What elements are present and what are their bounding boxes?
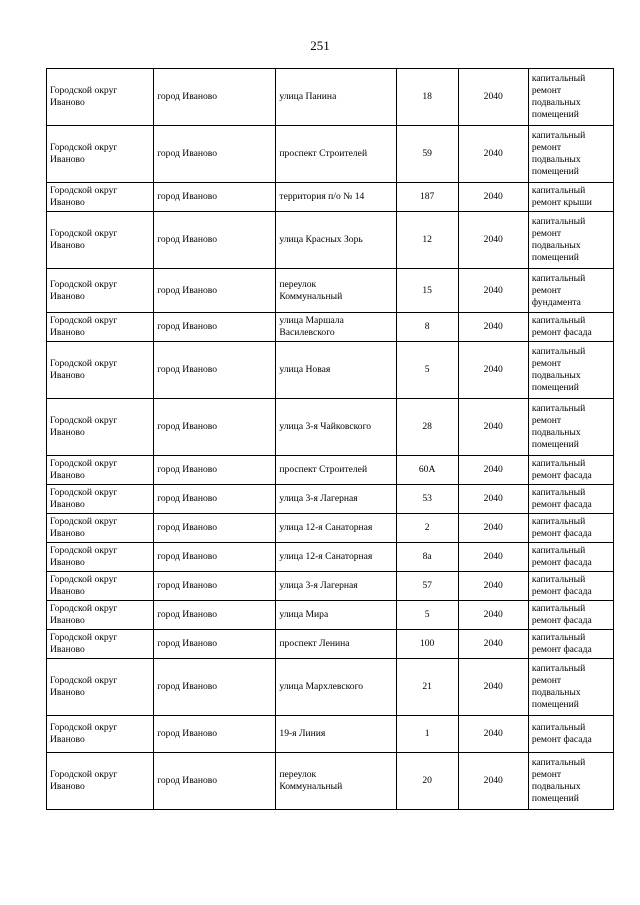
cell-year <box>458 716 528 753</box>
cell-year-text: 2040 <box>483 522 503 533</box>
cell-street-text: улица Маршала Василевского <box>279 315 344 338</box>
cell-year-text: 2040 <box>483 191 503 202</box>
cell-street-text: переулок Коммунальный <box>279 769 343 792</box>
cell-settlement-text: город Иваново <box>157 580 218 591</box>
cell-settlement <box>154 126 276 183</box>
cell-street <box>276 126 396 183</box>
cell-house-number-text: 60А <box>418 464 436 475</box>
cell-year-text: 2040 <box>483 364 503 375</box>
cell-street-text: улица Красных Зорь <box>279 234 363 245</box>
table-row <box>47 485 614 514</box>
cell-work-type <box>528 630 613 659</box>
cell-street-text: улица Панина <box>279 91 337 102</box>
cell-settlement-text: город Иваново <box>157 191 218 202</box>
cell-work-type-text: капитальный ремонт подвальных помещений <box>531 403 586 450</box>
cell-street-text: улица Новая <box>279 364 331 375</box>
cell-settlement-text: город Иваново <box>157 284 218 296</box>
cell-street-text: улица Мархлевского <box>279 681 364 692</box>
cell-street <box>276 183 396 212</box>
cell-house-number-text: 100 <box>419 638 435 649</box>
cell-house-number <box>396 212 458 269</box>
cell-house-number <box>396 514 458 543</box>
cell-street-text: 19-я Линия <box>279 728 326 739</box>
cell-settlement-text: город Иваново <box>157 728 218 739</box>
cell-house-number-text: 8 <box>424 321 430 332</box>
cell-settlement-text: город Иваново <box>157 775 218 786</box>
cell-street-text: улица 3-я Лагерная <box>279 580 358 591</box>
table-row <box>47 716 614 753</box>
cell-street <box>276 572 396 601</box>
cell-house-number <box>396 753 458 810</box>
cell-work-type <box>528 183 613 212</box>
cell-year-text: 2040 <box>483 728 503 739</box>
page-number: 251 <box>310 38 330 53</box>
cell-house-number-text: 18 <box>422 91 432 102</box>
cell-municipality-text: Городской округ Иваново <box>50 545 118 568</box>
cell-work-type-text: капитальный ремонт крыши <box>531 185 592 208</box>
cell-street-text: улица 12-я Санаторная <box>279 522 373 533</box>
cell-settlement <box>154 69 276 126</box>
cell-street <box>276 399 396 456</box>
cell-settlement-text: город Иваново <box>157 609 218 620</box>
cell-house-number-text: 187 <box>419 191 435 202</box>
cell-work-type <box>528 456 613 485</box>
cell-house-number <box>396 399 458 456</box>
cell-house-number <box>396 572 458 601</box>
cell-settlement <box>154 212 276 269</box>
cell-municipality <box>47 313 154 342</box>
cell-settlement <box>154 269 276 313</box>
cell-house-number-text: 59 <box>422 148 432 159</box>
table-row <box>47 212 614 269</box>
cell-municipality <box>47 753 154 810</box>
cell-year-text: 2040 <box>483 681 503 692</box>
cell-year <box>458 630 528 659</box>
cell-year <box>458 543 528 572</box>
cell-street <box>276 543 396 572</box>
cell-work-type-text: капитальный ремонт подвальных помещений <box>531 757 586 804</box>
cell-settlement <box>154 399 276 456</box>
cell-work-type <box>528 485 613 514</box>
cell-street <box>276 313 396 342</box>
cell-year <box>458 212 528 269</box>
cell-settlement-text: город Иваново <box>157 522 218 533</box>
cell-municipality <box>47 269 154 313</box>
cell-street <box>276 342 396 399</box>
cell-work-type <box>528 543 613 572</box>
cell-municipality <box>47 601 154 630</box>
cell-year-text: 2040 <box>483 775 503 786</box>
cell-municipality <box>47 716 154 753</box>
cell-settlement-text: город Иваново <box>157 364 218 375</box>
cell-year-text: 2040 <box>483 464 503 475</box>
cell-work-type <box>528 514 613 543</box>
cell-work-type <box>528 313 613 342</box>
cell-house-number-text: 8а <box>422 551 432 562</box>
cell-municipality-text: Городской округ Иваново <box>50 415 118 438</box>
table-row <box>47 313 614 342</box>
cell-year-text: 2040 <box>483 493 503 504</box>
cell-year-text: 2040 <box>483 234 503 245</box>
cell-house-number <box>396 659 458 716</box>
cell-house-number-text: 28 <box>422 421 432 432</box>
cell-year <box>458 69 528 126</box>
cell-house-number <box>396 456 458 485</box>
cell-settlement-text: город Иваново <box>157 148 218 159</box>
cell-year-text: 2040 <box>483 609 503 620</box>
table-row <box>47 456 614 485</box>
cell-municipality-text: Городской округ Иваново <box>50 358 118 381</box>
cell-settlement <box>154 456 276 485</box>
cell-settlement <box>154 716 276 753</box>
cell-year <box>458 342 528 399</box>
cell-work-type <box>528 212 613 269</box>
cell-house-number-text: 21 <box>422 681 432 692</box>
cell-house-number <box>396 313 458 342</box>
cell-work-type-text: капитальный ремонт фасада <box>531 516 592 539</box>
cell-work-type <box>528 69 613 126</box>
cell-municipality <box>47 630 154 659</box>
cell-street <box>276 485 396 514</box>
table-row <box>47 572 614 601</box>
cell-house-number <box>396 601 458 630</box>
cell-settlement <box>154 572 276 601</box>
cell-municipality <box>47 485 154 514</box>
cell-settlement <box>154 630 276 659</box>
cell-street <box>276 212 396 269</box>
cell-street-text: проспект Строителей <box>279 464 368 475</box>
cell-work-type-text: капитальный ремонт подвальных помещений <box>531 216 586 263</box>
cell-municipality-text: Городской округ Иваново <box>50 632 118 655</box>
cell-house-number <box>396 183 458 212</box>
cell-work-type-text: капитальный ремонт подвальных помещений <box>531 663 586 710</box>
cell-street <box>276 514 396 543</box>
cell-municipality-text: Городской округ Иваново <box>50 315 118 338</box>
cell-municipality-text: Городской округ Иваново <box>50 142 118 165</box>
cell-settlement <box>154 543 276 572</box>
cell-settlement <box>154 659 276 716</box>
cell-municipality <box>47 183 154 212</box>
cell-house-number <box>396 543 458 572</box>
cell-work-type-text: капитальный ремонт фасада <box>531 574 592 597</box>
cell-municipality-text: Городской округ Иваново <box>50 516 118 539</box>
cell-settlement <box>154 753 276 810</box>
table-row <box>47 69 614 126</box>
cell-work-type-text: капитальный ремонт фундамента <box>531 272 586 308</box>
cell-municipality-text: Городской округ Иваново <box>50 185 118 208</box>
cell-settlement-text: город Иваново <box>157 91 218 102</box>
cell-municipality <box>47 456 154 485</box>
cell-street-text: переулок Коммунальный <box>279 278 343 302</box>
cell-street <box>276 601 396 630</box>
cell-municipality-text: Городской округ Иваново <box>50 574 118 597</box>
cell-house-number-text: 15 <box>422 284 432 296</box>
cell-year <box>458 313 528 342</box>
cell-settlement-text: город Иваново <box>157 234 218 245</box>
cell-work-type-text: капитальный ремонт фасада <box>531 458 592 481</box>
table-row <box>47 514 614 543</box>
cell-settlement <box>154 485 276 514</box>
table-row <box>47 342 614 399</box>
cell-municipality-text: Городской округ Иваново <box>50 487 118 510</box>
cell-municipality <box>47 514 154 543</box>
cell-settlement-text: город Иваново <box>157 551 218 562</box>
cell-street-text: территория п/о № 14 <box>279 191 365 202</box>
cell-street <box>276 659 396 716</box>
cell-municipality-text: Городской округ Иваново <box>50 278 118 302</box>
cell-settlement <box>154 601 276 630</box>
cell-year <box>458 456 528 485</box>
cell-work-type-text: капитальный ремонт подвальных помещений <box>531 73 586 120</box>
cell-house-number-text: 12 <box>422 234 432 245</box>
cell-settlement-text: город Иваново <box>157 638 218 649</box>
cell-street-text: улица 3-я Чайковского <box>279 421 372 432</box>
cell-street <box>276 69 396 126</box>
table-row <box>47 601 614 630</box>
table-row <box>47 183 614 212</box>
cell-municipality <box>47 572 154 601</box>
cell-street <box>276 716 396 753</box>
cell-work-type <box>528 753 613 810</box>
cell-street-text: проспект Ленина <box>279 638 350 649</box>
cell-municipality-text: Городской округ Иваново <box>50 722 118 745</box>
cell-municipality-text: Городской округ Иваново <box>50 675 118 698</box>
cell-street-text: проспект Строителей <box>279 148 368 159</box>
table-row <box>47 659 614 716</box>
cell-house-number <box>396 69 458 126</box>
cell-house-number-text: 5 <box>424 364 430 375</box>
cell-year <box>458 753 528 810</box>
cell-work-type-text: капитальный ремонт фасада <box>531 315 592 338</box>
cell-work-type-text: капитальный ремонт подвальных помещений <box>531 346 586 393</box>
cell-municipality-text: Городской округ Иваново <box>50 458 118 481</box>
cell-year-text: 2040 <box>483 421 503 432</box>
cell-house-number-text: 20 <box>422 775 432 786</box>
cell-municipality <box>47 342 154 399</box>
cell-house-number <box>396 342 458 399</box>
cell-year <box>458 269 528 313</box>
cell-street-text: улица 3-я Лагерная <box>279 493 358 504</box>
cell-municipality <box>47 126 154 183</box>
cell-year-text: 2040 <box>483 638 503 649</box>
cell-house-number <box>396 716 458 753</box>
cell-work-type-text: капитальный ремонт фасада <box>531 603 592 626</box>
cell-work-type <box>528 269 613 313</box>
cell-settlement <box>154 514 276 543</box>
cell-year <box>458 659 528 716</box>
cell-house-number <box>396 126 458 183</box>
cell-work-type <box>528 716 613 753</box>
cell-municipality <box>47 659 154 716</box>
cell-year-text: 2040 <box>483 321 503 332</box>
cell-house-number <box>396 485 458 514</box>
cell-house-number <box>396 630 458 659</box>
cell-year <box>458 399 528 456</box>
cell-municipality-text: Городской округ Иваново <box>50 603 118 626</box>
cell-work-type <box>528 342 613 399</box>
cell-work-type-text: капитальный ремонт фасада <box>531 722 592 745</box>
cell-municipality-text: Городской округ Иваново <box>50 769 118 792</box>
cell-municipality-text: Городской округ Иваново <box>50 228 118 251</box>
cell-work-type-text: капитальный ремонт подвальных помещений <box>531 130 586 177</box>
cell-municipality <box>47 69 154 126</box>
table-row <box>47 126 614 183</box>
table-row <box>47 630 614 659</box>
cell-street-text: улица Мира <box>279 609 329 620</box>
cell-settlement-text: город Иваново <box>157 464 218 475</box>
cell-year <box>458 485 528 514</box>
cell-street <box>276 456 396 485</box>
cell-municipality <box>47 543 154 572</box>
cell-house-number <box>396 269 458 313</box>
cell-street <box>276 753 396 810</box>
table-row <box>47 543 614 572</box>
cell-year <box>458 601 528 630</box>
repair-schedule-table <box>46 68 614 810</box>
cell-work-type <box>528 572 613 601</box>
cell-year-text: 2040 <box>483 551 503 562</box>
cell-settlement-text: город Иваново <box>157 421 218 432</box>
table-body <box>47 69 614 810</box>
cell-settlement <box>154 183 276 212</box>
cell-work-type-text: капитальный ремонт фасада <box>531 632 592 655</box>
cell-settlement <box>154 313 276 342</box>
cell-year <box>458 183 528 212</box>
cell-year <box>458 572 528 601</box>
cell-settlement-text: город Иваново <box>157 681 218 692</box>
cell-house-number-text: 2 <box>424 522 430 533</box>
cell-settlement-text: город Иваново <box>157 321 218 332</box>
table-row <box>47 753 614 810</box>
cell-settlement-text: город Иваново <box>157 493 218 504</box>
cell-house-number-text: 5 <box>424 609 430 620</box>
cell-year-text: 2040 <box>483 580 503 591</box>
cell-work-type <box>528 659 613 716</box>
table-row <box>47 269 614 313</box>
cell-municipality <box>47 212 154 269</box>
cell-street-text: улица 12-я Санаторная <box>279 551 373 562</box>
cell-year-text: 2040 <box>483 148 503 159</box>
cell-municipality-text: Городской округ Иваново <box>50 85 118 108</box>
cell-house-number-text: 53 <box>422 493 432 504</box>
cell-year-text: 2040 <box>483 284 503 296</box>
cell-year <box>458 126 528 183</box>
cell-house-number-text: 57 <box>422 580 432 591</box>
cell-work-type-text: капитальный ремонт фасада <box>531 487 592 510</box>
cell-work-type-text: капитальный ремонт фасада <box>531 545 592 568</box>
cell-year-text: 2040 <box>483 91 503 102</box>
cell-work-type <box>528 126 613 183</box>
cell-street <box>276 269 396 313</box>
cell-work-type <box>528 399 613 456</box>
cell-house-number-text: 1 <box>424 728 430 739</box>
cell-year <box>458 514 528 543</box>
table-row <box>47 399 614 456</box>
cell-street <box>276 630 396 659</box>
cell-municipality <box>47 399 154 456</box>
cell-work-type <box>528 601 613 630</box>
cell-settlement <box>154 342 276 399</box>
